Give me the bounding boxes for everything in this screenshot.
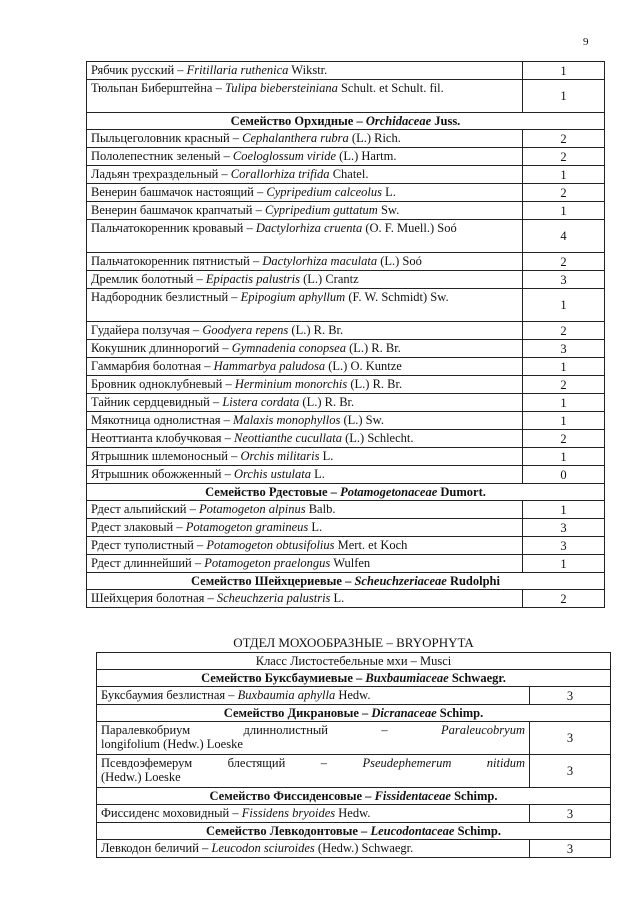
status-category-cell: 1 xyxy=(523,358,605,376)
species-name-ru: Фиссиденс моховидный – xyxy=(101,806,242,820)
status-category-cell: 3 xyxy=(530,722,611,755)
species-author: (L.) R. Br. xyxy=(345,341,401,355)
species-author: (L.) Sw. xyxy=(340,413,384,427)
family-heading xyxy=(87,573,605,590)
species-name-lat: Fritillaria ruthenica xyxy=(186,63,289,77)
species-name-lat: Orchis ustulata xyxy=(233,467,311,481)
family-author: Schimp. xyxy=(436,706,484,720)
species-author: (L.) Schlecht. xyxy=(341,431,414,445)
species-author: Balb. xyxy=(305,502,336,516)
species-row xyxy=(97,805,611,823)
species-name-lat: Gymnadenia conopsea xyxy=(231,341,346,355)
species-row xyxy=(97,687,611,705)
species-name-cell xyxy=(87,130,523,148)
status-category-cell: 1 xyxy=(523,202,605,220)
species-name-lat: Leucodon sciuroides xyxy=(211,841,315,855)
species-name-ru: Шейхцерия болотная – xyxy=(91,591,217,605)
species-name-ru: Ятрышник шлемоносный – xyxy=(91,449,241,463)
species-name-cell xyxy=(87,184,523,202)
species-author: (L.) Soó xyxy=(377,254,422,268)
family-name-lat: Dicranaceae xyxy=(371,706,437,720)
family-heading xyxy=(97,705,611,722)
species-name-ru: Бровник одноклубневый – xyxy=(91,377,235,391)
species-name-ru: Неоттианта клобучковая – xyxy=(91,431,235,445)
page-number: 9 xyxy=(583,36,589,48)
species-author: (L.) Crantz xyxy=(299,272,359,286)
species-row xyxy=(87,148,605,166)
species-author: L. xyxy=(308,520,323,534)
species-name-lat: Potamogeton praelongus xyxy=(204,556,331,570)
species-name-lat: Hammarbya paludosa xyxy=(213,359,326,373)
family-row xyxy=(97,670,611,687)
family-heading xyxy=(97,670,611,687)
species-name-ru: Кокушник длиннорогий – xyxy=(91,341,232,355)
status-category-cell: 3 xyxy=(530,805,611,823)
status-category-cell: 2 xyxy=(523,322,605,340)
species-name-ru: Гудайера ползучая – xyxy=(91,323,203,337)
species-name-cell xyxy=(87,202,523,220)
status-category-cell: 3 xyxy=(530,840,611,858)
species-line-1 xyxy=(101,756,525,770)
species-name-ru: Пальчатокоренник кровавый – xyxy=(91,221,256,235)
species-name-lat: Epipactis palustris xyxy=(205,272,300,286)
species-name-lat: Dactylorhiza cruenta xyxy=(255,221,363,235)
family-heading xyxy=(97,788,611,805)
species-author: (L.) Rich. xyxy=(348,131,401,145)
species-name-lat: Listera cordata xyxy=(222,395,300,409)
status-category-cell: 1 xyxy=(523,166,605,184)
species-table-1 xyxy=(86,61,605,608)
family-heading xyxy=(87,484,605,501)
species-name-lat: Fissidens bryoides xyxy=(241,806,336,820)
family-name-lat: Fissidentaceae xyxy=(374,789,451,803)
species-row xyxy=(87,466,605,484)
species-name-cell xyxy=(97,687,530,705)
species-name-cell xyxy=(97,805,530,823)
species-row xyxy=(87,184,605,202)
species-row xyxy=(97,722,611,755)
status-category-cell: 1 xyxy=(523,412,605,430)
status-category-cell: 2 xyxy=(523,130,605,148)
species-name-cell xyxy=(87,537,523,555)
species-name-ru: Паралевкобриум длиннолистный – xyxy=(101,723,441,737)
status-category-cell: 1 xyxy=(523,394,605,412)
species-row xyxy=(87,590,605,608)
family-author: Schwaegr. xyxy=(448,671,506,685)
species-name-cell xyxy=(87,148,523,166)
species-name-ru: Ладьян трехраздельный – xyxy=(91,167,231,181)
class-heading: Класс Листостебельные мхи – Musci xyxy=(97,653,611,670)
species-name-lat: Neottianthe cucullata xyxy=(234,431,342,445)
species-name-lat: Epipogium aphyllum xyxy=(240,290,346,304)
species-line-2: (Hedw.) Loeske xyxy=(101,770,181,784)
species-name-lat: Paraleucobryum xyxy=(440,723,525,737)
species-author: (Hedw.) Schwaegr. xyxy=(314,841,414,855)
species-name-ru: Тайник сердцевидный – xyxy=(91,395,223,409)
species-row xyxy=(87,448,605,466)
status-category-cell: 2 xyxy=(523,253,605,271)
species-name-lat: Cephalanthera rubra xyxy=(242,131,349,145)
species-row xyxy=(87,80,605,113)
species-author: Hedw. xyxy=(335,688,371,702)
family-name-ru: Семейство Буксбаумиевые – xyxy=(201,671,366,685)
species-table-2 xyxy=(96,635,611,858)
species-name-ru: Пальчатокоренник пятнистый – xyxy=(91,254,263,268)
family-name-lat: Buxbaumiaceae xyxy=(365,671,449,685)
species-name-lat: Potamogeton alpinus xyxy=(199,502,306,516)
species-name-cell xyxy=(87,519,523,537)
species-author: Hedw. xyxy=(335,806,371,820)
species-row xyxy=(87,537,605,555)
species-name-cell xyxy=(97,755,530,788)
species-author: Wikstr. xyxy=(288,63,328,77)
status-category-cell: 3 xyxy=(530,687,611,705)
family-author: Dumort. xyxy=(437,485,486,499)
species-author: (L.) R. Br. xyxy=(288,323,344,337)
species-name-cell xyxy=(87,394,523,412)
family-name-lat: Potamogetonaceae xyxy=(340,485,438,499)
species-author: L. xyxy=(330,591,345,605)
species-name-ru: Левкодон беличий – xyxy=(101,841,212,855)
status-category-cell: 2 xyxy=(523,590,605,608)
species-name-ru: Венерин башмачок крапчатый – xyxy=(91,203,265,217)
species-row xyxy=(87,555,605,573)
species-name-cell xyxy=(87,220,523,253)
species-author: (O. F. Muell.) Soó xyxy=(362,221,457,235)
family-row xyxy=(97,788,611,805)
species-name-lat: Cypripedium guttatum xyxy=(264,203,378,217)
family-row xyxy=(87,113,605,130)
species-name-cell xyxy=(87,466,523,484)
species-name-ru: Пыльцеголовник красный – xyxy=(91,131,243,145)
species-name-lat: Potamogeton gramineus xyxy=(185,520,309,534)
species-row xyxy=(87,322,605,340)
species-row xyxy=(87,289,605,322)
species-name-ru: Пололепестник зеленый – xyxy=(91,149,233,163)
species-name-lat: Malaxis monophyllos xyxy=(233,413,341,427)
species-row xyxy=(87,220,605,253)
species-name-cell xyxy=(87,430,523,448)
family-name-ru: Семейство Левкодонтовые – xyxy=(206,824,371,838)
species-author: (L.) Hartm. xyxy=(336,149,397,163)
species-name-lat: Pseudephemerum nitidum xyxy=(362,756,525,770)
family-name-ru: Семейство Фиссиденсовые – xyxy=(209,789,375,803)
species-name-ru: Мякотница однолистная – xyxy=(91,413,234,427)
species-row xyxy=(87,271,605,289)
species-name-ru: Тюльпан Биберштейна – xyxy=(91,81,225,95)
division-heading: ОТДЕЛ МОХООБРАЗНЫЕ – BRYOPHYTA xyxy=(233,635,474,650)
species-name-cell xyxy=(87,80,523,113)
status-category-cell: 2 xyxy=(523,184,605,202)
species-author: (L.) O. Kuntze xyxy=(325,359,402,373)
species-row xyxy=(87,62,605,80)
species-name-cell xyxy=(87,340,523,358)
family-author: Juss. xyxy=(431,114,461,128)
species-name-ru: Надбородник безлистный – xyxy=(91,290,241,304)
family-name-lat: Scheuchzeriaceae xyxy=(354,574,447,588)
status-category-cell: 1 xyxy=(523,62,605,80)
species-author: Mert. et Koch xyxy=(334,538,408,552)
species-name-lat: Tulipa biebersteiniana xyxy=(224,81,338,95)
family-row xyxy=(87,484,605,501)
species-row xyxy=(87,166,605,184)
status-category-cell: 2 xyxy=(523,430,605,448)
species-name-ru: Ятрышник обожженный – xyxy=(91,467,234,481)
species-name-lat: Orchis militaris xyxy=(240,449,320,463)
species-author: (F. W. Schmidt) Sw. xyxy=(345,290,449,304)
status-category-cell: 2 xyxy=(523,148,605,166)
family-author: Schimp. xyxy=(450,789,498,803)
species-name-lat: Coeloglossum viride xyxy=(232,149,337,163)
species-name-ru: Рдест злаковый – xyxy=(91,520,186,534)
species-name-lat: Herminium monorchis xyxy=(234,377,348,391)
species-name-lat: Cypripedium calceolus xyxy=(266,185,382,199)
species-row xyxy=(87,253,605,271)
species-row xyxy=(87,430,605,448)
species-name-lat: Scheuchzeria palustris xyxy=(216,591,331,605)
family-heading xyxy=(97,823,611,840)
family-author: Schimp. xyxy=(454,824,501,838)
species-name-lat: Corallorhiza trifida xyxy=(230,167,330,181)
species-name-lat: Potamogeton obtusifolius xyxy=(206,538,335,552)
species-row xyxy=(87,340,605,358)
species-name-ru: Буксбаумия безлистная – xyxy=(101,688,238,702)
species-name-cell xyxy=(97,840,530,858)
status-category-cell: 0 xyxy=(523,466,605,484)
species-row xyxy=(87,376,605,394)
status-category-cell: 4 xyxy=(523,220,605,253)
family-row xyxy=(97,705,611,722)
species-author: Wulfen xyxy=(330,556,371,570)
family-heading xyxy=(87,113,605,130)
species-name-cell xyxy=(97,722,530,755)
species-name-cell xyxy=(87,555,523,573)
status-category-cell: 2 xyxy=(523,376,605,394)
species-name-lat: Goodyera repens xyxy=(202,323,289,337)
species-name-ru: Гаммарбия болотная – xyxy=(91,359,214,373)
species-line-1 xyxy=(101,723,525,737)
species-name-ru: Псевдоэфемерум блестящий – xyxy=(101,756,363,770)
family-row xyxy=(87,573,605,590)
species-author: L. xyxy=(381,185,396,199)
species-name-cell xyxy=(87,412,523,430)
species-author: Schult. et Schult. fil. xyxy=(337,81,444,95)
family-name-lat: Orchidaceae xyxy=(365,114,432,128)
species-name-cell xyxy=(87,358,523,376)
species-author: Chatel. xyxy=(329,167,369,181)
status-category-cell: 3 xyxy=(523,340,605,358)
species-name-ru: Венерин башмачок настоящий – xyxy=(91,185,267,199)
species-name-cell xyxy=(87,376,523,394)
species-row xyxy=(87,501,605,519)
status-category-cell: 3 xyxy=(523,537,605,555)
status-category-cell: 1 xyxy=(523,555,605,573)
species-name-ru: Рдест длиннейший – xyxy=(91,556,205,570)
family-name-ru: Семейство Рдестовые – xyxy=(205,485,341,499)
species-author: L. xyxy=(319,449,334,463)
family-name-ru: Семейство Дикрановые – xyxy=(223,706,372,720)
species-name-cell xyxy=(87,166,523,184)
species-author: (L.) R. Br. xyxy=(299,395,355,409)
family-name-lat: Leucodontaceae xyxy=(370,824,455,838)
status-category-cell: 1 xyxy=(523,448,605,466)
species-name-cell xyxy=(87,322,523,340)
family-author: Rudolphi xyxy=(446,574,500,588)
species-row xyxy=(87,130,605,148)
species-line-2: longifolium (Hedw.) Loeske xyxy=(101,737,243,751)
species-name-cell xyxy=(87,253,523,271)
species-name-ru: Рдест туполистный – xyxy=(91,538,207,552)
status-category-cell: 3 xyxy=(530,755,611,788)
status-category-cell: 1 xyxy=(523,80,605,113)
species-name-cell xyxy=(87,289,523,322)
species-name-ru: Рябчик русский – xyxy=(91,63,187,77)
species-row xyxy=(87,358,605,376)
class-row xyxy=(97,653,611,670)
status-category-cell: 3 xyxy=(523,519,605,537)
species-row xyxy=(97,840,611,858)
status-category-cell: 1 xyxy=(523,289,605,322)
species-row xyxy=(87,519,605,537)
species-name-cell xyxy=(87,62,523,80)
species-row xyxy=(87,412,605,430)
species-name-cell xyxy=(87,501,523,519)
species-row xyxy=(97,755,611,788)
species-name-ru: Рдест альпийский – xyxy=(91,502,199,516)
family-name-ru: Семейство Орхидные – xyxy=(230,114,366,128)
species-name-ru: Дремлик болотный – xyxy=(91,272,206,286)
species-author: (L.) R. Br. xyxy=(347,377,403,391)
species-name-cell xyxy=(87,271,523,289)
status-category-cell: 3 xyxy=(523,271,605,289)
species-row xyxy=(87,202,605,220)
species-name-cell xyxy=(87,590,523,608)
species-name-cell xyxy=(87,448,523,466)
species-name-lat: Dactylorhiza maculata xyxy=(262,254,378,268)
status-category-cell: 1 xyxy=(523,501,605,519)
family-row xyxy=(97,823,611,840)
species-row xyxy=(87,394,605,412)
species-author: Sw. xyxy=(377,203,400,217)
species-name-lat: Buxbaumia aphylla xyxy=(237,688,336,702)
family-name-ru: Семейство Шейхцериевые – xyxy=(191,574,355,588)
species-author: L. xyxy=(310,467,325,481)
